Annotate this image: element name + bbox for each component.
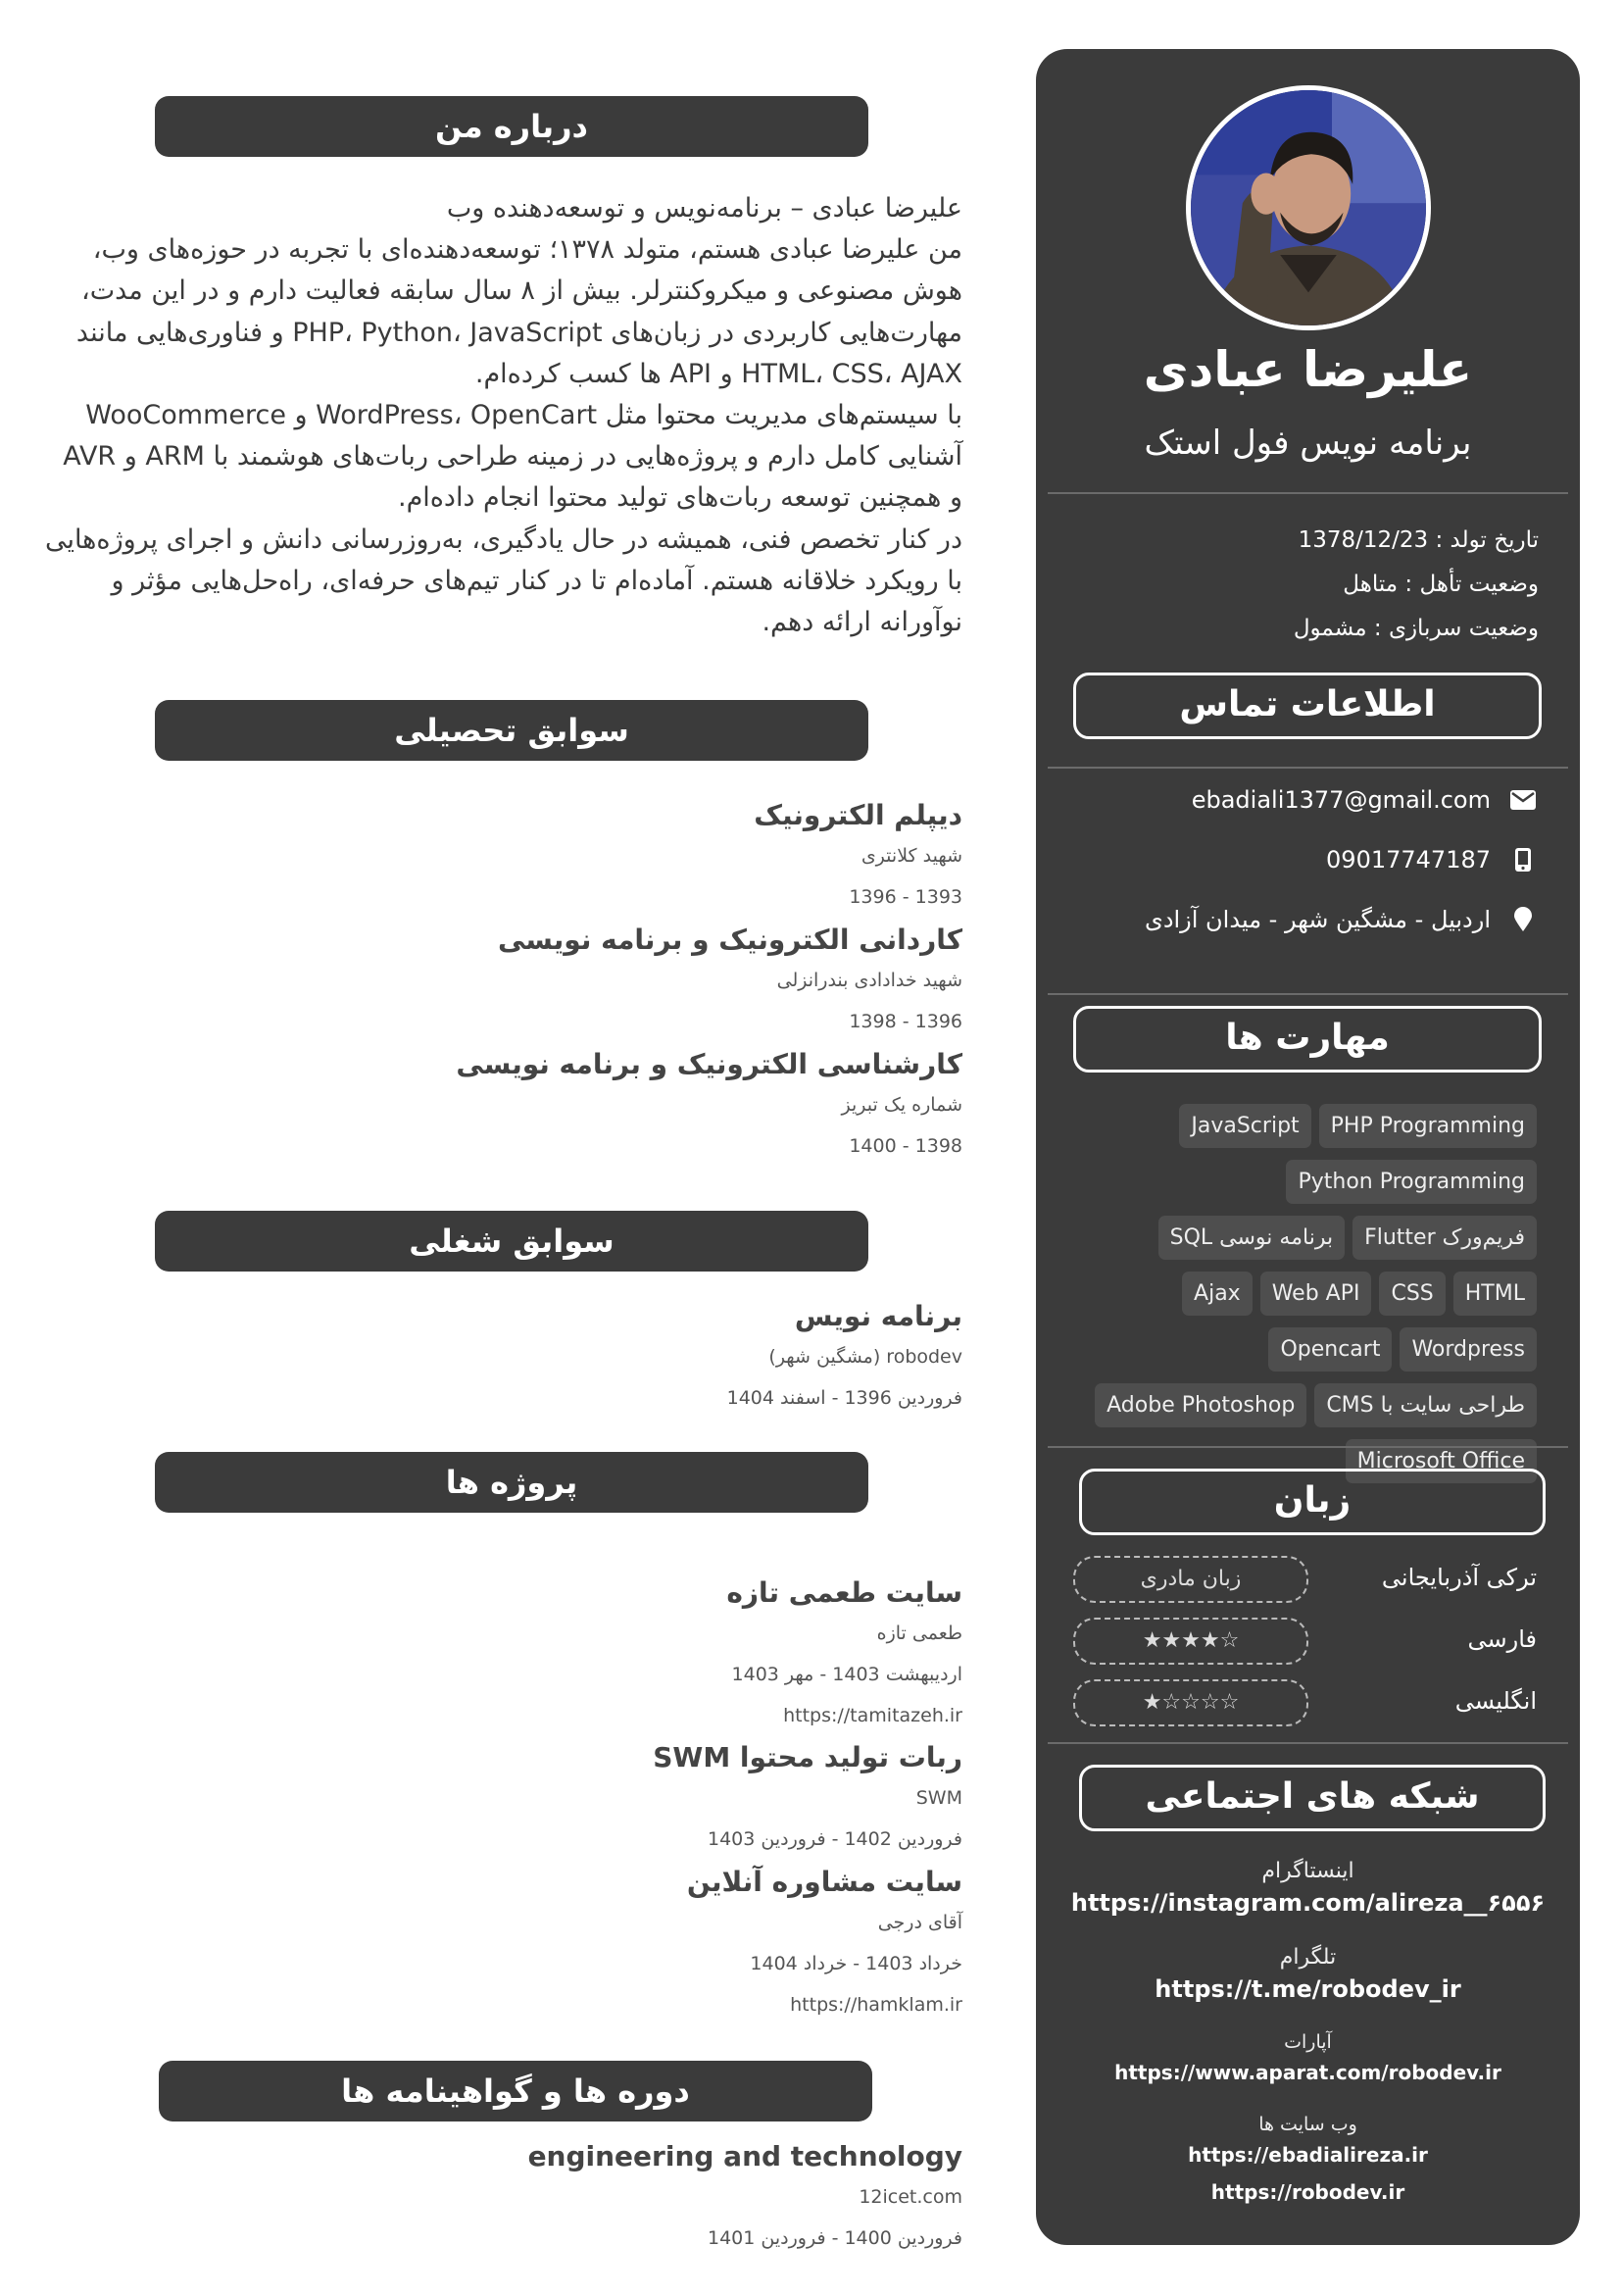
telegram-link[interactable]: https://t.me/robodev_ir: [1155, 1975, 1461, 2003]
skill-chip: Adobe Photoshop: [1095, 1383, 1306, 1427]
skill-chip: فریم‌ورک Flutter: [1352, 1216, 1537, 1260]
skill-chip: HTML: [1453, 1272, 1537, 1316]
about-line: HTML، CSS، AJAX و API ها کسب کرده‌ام.: [474, 358, 962, 389]
project-item: [726, 1573, 962, 1736]
about-line: در کنار تخصص فنی، همیشه در حال یادگیری، به‌روزرسانی دانش و اجرای پروژه‌هایی: [44, 524, 962, 555]
skill-chip: Wordpress: [1400, 1327, 1537, 1372]
email-text: ebadiali1377@gmail.com: [1191, 786, 1491, 814]
language-name: ترکی آذربایجانی: [1381, 1564, 1537, 1591]
skill-chip: Ajax: [1182, 1272, 1253, 1316]
language-level: زبان مادری: [1073, 1556, 1308, 1603]
social-instagram: [1036, 1859, 1580, 1917]
education-item: [498, 921, 962, 1042]
aparat-link[interactable]: https://www.aparat.com/robodev.ir: [1114, 2061, 1501, 2084]
projects-heading: پروژه ها: [155, 1452, 868, 1513]
about-line: و همچنین توسعه ربات‌های تولید محتوا انجام داده‌ام.: [397, 482, 962, 514]
website-link[interactable]: https://robodev.ir: [1210, 2180, 1405, 2204]
phone-text: 09017747187: [1326, 846, 1491, 873]
contact-email[interactable]: [1192, 786, 1536, 814]
contact-phone[interactable]: [1326, 846, 1536, 873]
language-row: [1073, 1618, 1537, 1665]
education-years: 1396 - 1398: [849, 1011, 962, 1032]
social-websites: [1036, 2114, 1580, 2204]
education-heading: سوابق تحصیلی: [155, 700, 868, 761]
about-text: [39, 188, 962, 643]
social-label: وب سایت ها: [1258, 2114, 1357, 2135]
education-title: دیپلم الکترونیک: [754, 799, 962, 831]
sidebar: [1036, 49, 1580, 2245]
contact-address: [1145, 906, 1536, 933]
divider: [1048, 993, 1568, 995]
education-item: [754, 796, 962, 918]
avatar: [1186, 85, 1431, 330]
work-heading: سوابق شغلی: [155, 1211, 868, 1272]
skills-list: [1095, 1104, 1537, 1483]
about-line: نوآورانه ارائه دهم.: [762, 607, 962, 638]
course-org: 12icet.com: [859, 2186, 962, 2208]
work-period: فروردین 1396 - اسفند 1404: [726, 1387, 962, 1409]
project-client: طعمی تازه: [876, 1622, 962, 1644]
address-text: اردبیل - مشگین شهر - میدان آزادی: [1145, 906, 1491, 933]
work-item: [727, 1297, 962, 1419]
language-heading: زبان: [1079, 1469, 1546, 1535]
education-school: شهید کلانتری: [861, 845, 962, 867]
envelope-icon: [1510, 787, 1536, 813]
skill-chip: Microsoft Office: [1346, 1439, 1537, 1483]
skill-chip: برنامه نوسی SQL: [1158, 1216, 1345, 1260]
about-line: مهارت‌هایی کاربردی در زبان‌های PHP، Python، JavaScript و فناوری‌هایی مانند: [75, 317, 962, 348]
language-name: فارسی: [1467, 1625, 1537, 1653]
education-title: کاردانی الکترونیک و برنامه نویسی: [497, 923, 962, 956]
course-period: فروردین 1400 - فروردین 1401: [708, 2227, 962, 2249]
course-item: [528, 2137, 962, 2259]
project-title: ربات تولید محتوا SWM: [653, 1741, 962, 1773]
project-period: فروردین 1402 - فروردین 1403: [708, 1828, 962, 1850]
education-years: 1398 - 1400: [849, 1135, 962, 1157]
skill-chip: JavaScript: [1179, 1104, 1310, 1148]
project-title: سایت طعمی تازه: [726, 1576, 962, 1609]
website-link[interactable]: https://ebadialireza.ir: [1188, 2143, 1428, 2167]
social-telegram: [1036, 1945, 1580, 2003]
social-label: تلگرام: [1279, 1945, 1337, 1970]
project-period: اردیبهشت 1403 - مهر 1403: [731, 1664, 962, 1685]
education-years: 1393 - 1396: [849, 886, 962, 908]
profile-photo: [1191, 90, 1426, 325]
skill-chip: Python Programming: [1286, 1160, 1537, 1204]
education-title: کارشناسی الکترونیک و برنامه نویسی: [456, 1048, 962, 1080]
location-pin-icon: [1510, 907, 1536, 932]
work-title: برنامه نویس: [794, 1300, 962, 1332]
language-name: انگلیسی: [1454, 1687, 1537, 1715]
skill-chip: PHP Programming: [1319, 1104, 1537, 1148]
profile-role: برنامه نویس فول استک: [1144, 424, 1472, 463]
project-title: سایت مشاوره آنلاین: [686, 1866, 962, 1898]
instagram-link[interactable]: https://instagram.com/alireza__۶۵۵۶: [1070, 1889, 1546, 1917]
project-link[interactable]: https://tamitazeh.ir: [783, 1705, 962, 1726]
birth-date: تاریخ تولد : 1378/12/23: [1298, 527, 1539, 553]
social-label: اینستاگرام: [1261, 1859, 1354, 1883]
work-company: robodev (مشگین شهر): [768, 1346, 962, 1368]
about-line: با رویکرد خلاقانه هستم. آماده‌ام تا در کنار تیم‌های حرفه‌ای، راه‌حل‌هایی مؤثر و: [111, 565, 962, 596]
social-label: آپارات: [1284, 2031, 1332, 2053]
course-title: engineering and technology: [527, 2140, 962, 2172]
language-rating: ★★★★☆: [1073, 1618, 1308, 1665]
education-item: [456, 1045, 962, 1167]
project-period: خرداد 1403 - خرداد 1404: [750, 1953, 962, 1974]
about-line: آشنایی کامل دارم و پروژه‌هایی در زمینه طراحی ربات‌های هوشمند با ARM و AVR: [63, 441, 962, 473]
divider: [1048, 767, 1568, 769]
social-heading: شبکه های اجتماعی: [1079, 1765, 1546, 1831]
phone-icon: [1510, 847, 1536, 873]
language-row: [1073, 1679, 1537, 1726]
skills-heading: مهارت ها: [1073, 1006, 1542, 1073]
project-item: [687, 1863, 962, 2025]
project-item: [653, 1738, 962, 1860]
about-line: با سیستم‌های مدیریت محتوا مثل WordPress، OpenCart و WooCommerce: [85, 400, 962, 431]
language-rating: ★☆☆☆☆: [1073, 1679, 1308, 1726]
about-line: من علیرضا عبادی هستم، متولد ۱۳۷۸؛ توسعه‌دهنده‌ای با تجربه در حوزه‌های وب،: [92, 234, 962, 266]
social-aparat: [1036, 2031, 1580, 2084]
divider: [1048, 1742, 1568, 1744]
project-client: SWM: [915, 1787, 962, 1809]
courses-heading: دوره ها و گواهینامه ها: [159, 2061, 872, 2121]
skill-chip: CSS: [1379, 1272, 1445, 1316]
skill-chip: Opencart: [1268, 1327, 1392, 1372]
about-heading: درباره من: [155, 96, 868, 157]
language-row: [1073, 1556, 1537, 1603]
project-link[interactable]: https://hamklam.ir: [790, 1994, 962, 2016]
marital-status: وضعیت تأهل : متاهل: [1343, 572, 1539, 597]
divider: [1048, 492, 1568, 494]
contact-heading: اطلاعات تماس: [1073, 673, 1542, 739]
skill-chip: Web API: [1260, 1272, 1372, 1316]
about-line: هوش مصنوعی و میکروکنترلر. بیش از ۸ سال سابقه فعالیت دارم و در این مدت،: [80, 275, 962, 307]
divider: [1048, 1446, 1568, 1448]
education-school: شماره یک تبریز: [841, 1094, 962, 1116]
education-school: شهید خدادادی بندرانزلی: [776, 970, 962, 991]
project-client: آقای درجی: [877, 1912, 962, 1933]
profile-name: علیرضا عبادی: [1143, 341, 1473, 398]
military-status: وضعیت سربازی : مشمول: [1293, 616, 1539, 641]
skill-chip: طراحی سایت با CMS: [1314, 1383, 1537, 1427]
about-line: علیرضا عبادی – برنامه‌نویس و توسعه‌دهنده وب: [446, 193, 962, 224]
